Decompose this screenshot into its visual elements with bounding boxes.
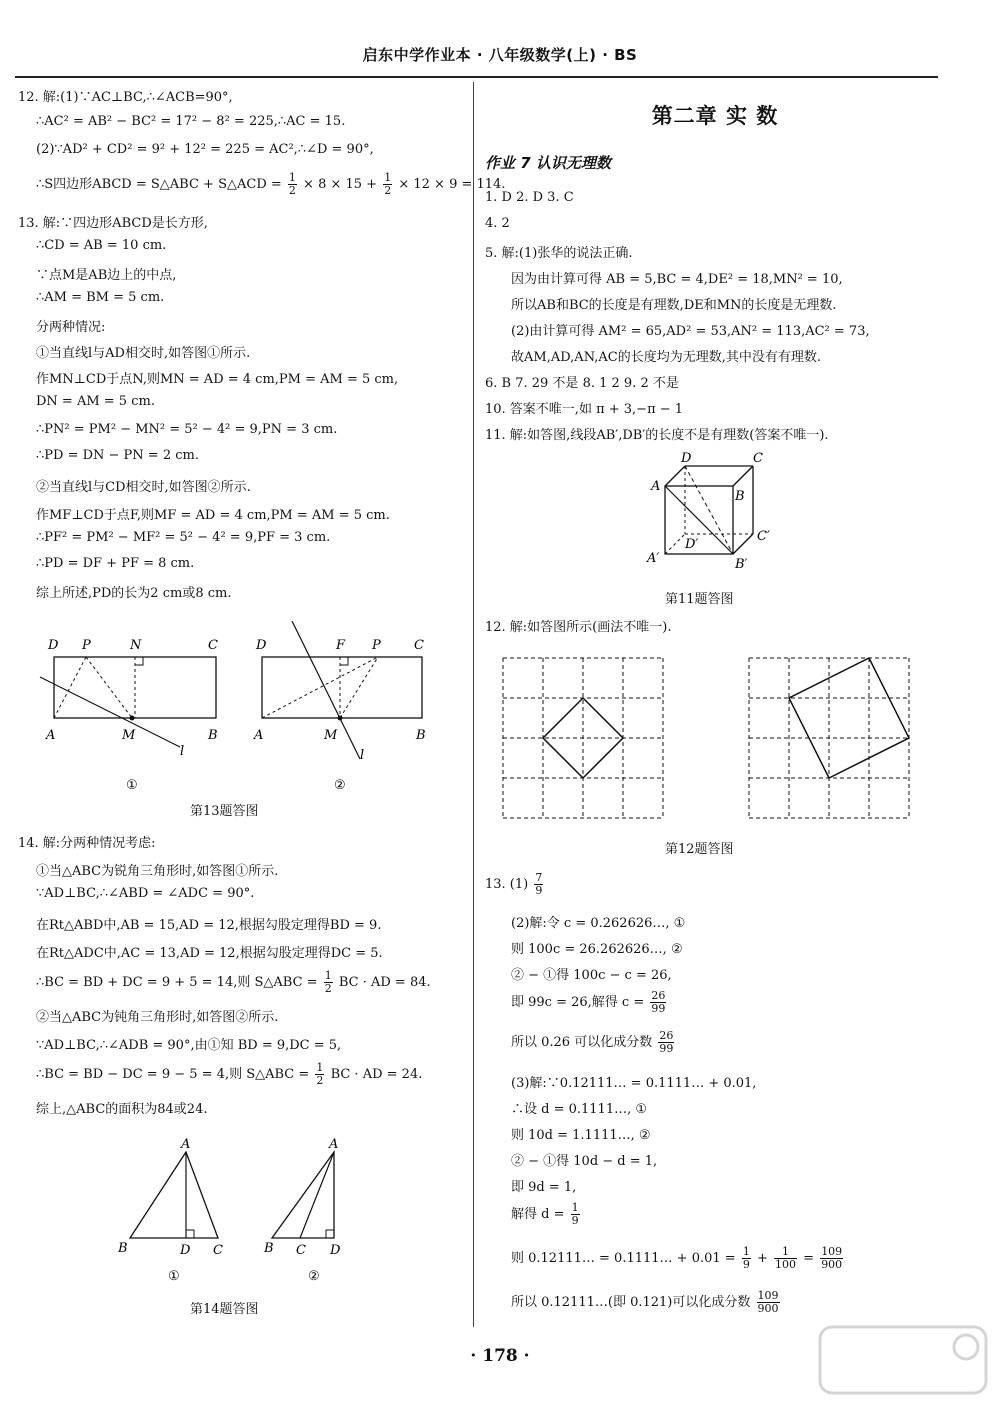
label-d: D: [330, 1243, 341, 1258]
label-b: B: [264, 1241, 274, 1256]
den: 2: [288, 184, 296, 197]
fraction: [774, 1246, 797, 1271]
answer-line: 5. 解:(1)张华的说法正确.: [485, 246, 633, 261]
watermark-logo: [818, 1325, 988, 1395]
text: ∴S四边形ABCD = S△ABC + S△ACD =: [36, 177, 282, 192]
text: +: [756, 1251, 768, 1266]
num: 1: [742, 1245, 750, 1258]
label-m: M: [122, 728, 136, 743]
q14-line: ∵AD⊥BC,∴∠ADB = 90°,由①知 BD = 9,DC = 5,: [36, 1038, 342, 1053]
num: 1: [774, 1246, 797, 1259]
q13-line: ∴AM = BM = 5 cm.: [36, 290, 165, 305]
figure-number: ①: [126, 778, 138, 793]
header-rule: [15, 76, 938, 78]
label-c: C: [753, 451, 763, 466]
point-m: [338, 716, 343, 721]
q14-area-line: [36, 1062, 422, 1087]
label-l: l: [180, 744, 185, 759]
label-m: M: [324, 728, 338, 743]
edge: [733, 534, 753, 554]
label-d: D: [256, 638, 267, 653]
answer-line: 1. D 2. D 3. C: [485, 190, 574, 205]
label-l: l: [360, 748, 365, 763]
hidden-edge: [665, 534, 685, 554]
text: × 8 × 15 +: [303, 177, 378, 192]
answer-line: ② − ①得 100c − c = 26,: [511, 968, 672, 983]
label-c-prime: C′: [757, 529, 770, 544]
den: 2: [316, 1074, 324, 1087]
q13-part1: [485, 872, 545, 897]
fraction: [288, 172, 297, 197]
answer-line: (2)解:令 c = 0.262626…, ①: [511, 916, 686, 931]
triangle-2: [272, 1152, 334, 1238]
num: 1: [384, 171, 392, 184]
label-d: D: [48, 638, 59, 653]
figure-number: ②: [334, 778, 346, 793]
right-angle-mark: [326, 1230, 334, 1238]
num: 7: [535, 871, 543, 884]
q12-line: (2)∵AD² + CD² = 9² + 12² = 225 = AC²,∴∠D = 90°,: [36, 142, 374, 157]
dashed-pm: [86, 657, 132, 718]
right-angle-mark: [186, 1230, 194, 1238]
q13-line: ∴CD = AB = 10 cm.: [36, 238, 167, 253]
label-a-prime: A′: [647, 551, 660, 566]
q13-line: 分两种情况:: [36, 320, 106, 335]
answer-line: 则 100c = 26.262626…, ②: [511, 942, 683, 957]
answer-line: [511, 1290, 782, 1315]
den: 2: [384, 184, 392, 197]
num: 1: [324, 969, 332, 982]
q13-line: ∴PD = DN − PN = 2 cm.: [36, 448, 199, 463]
page-header: 启东中学作业本 · 八年级数学(上) · BS: [362, 46, 638, 64]
dashed-mp: [340, 657, 378, 718]
answer-line: 故AM,AD,AN,AC的长度均为无理数,其中没有有理数.: [511, 350, 821, 365]
figure-14: [108, 1136, 378, 1286]
q14-line: 在Rt△ADC中,AC = 13,AD = 12,根据勾股定理得DC = 5.: [36, 946, 383, 961]
answer-line: 6. B 7. 29 不是 8. 1 2 9. 2 不是: [485, 376, 679, 391]
q14-line: 综上,△ABC的面积为84或24.: [36, 1102, 208, 1117]
fraction: [383, 172, 392, 197]
q13-line: 作MF⊥CD于点F,则MF = AD = 4 cm,PM = AM = 5 cm.: [36, 508, 390, 523]
answer-line: 则 10d = 1.1111…, ②: [511, 1128, 651, 1143]
fraction: [315, 1062, 324, 1087]
den: 900: [821, 1258, 843, 1271]
fraction: [324, 970, 333, 995]
answer-line: 4. 2: [485, 216, 510, 231]
label-b-prime: B′: [735, 557, 748, 572]
answer-line: 10. 答案不唯一,如 π + 3,−π − 1: [485, 402, 684, 417]
line-l-1: [40, 677, 180, 747]
text: BC · AD = 84.: [338, 975, 431, 990]
label-b: B: [208, 728, 218, 743]
label-a: A: [651, 479, 661, 494]
text: 所以 0.26 可以化成分数: [511, 1035, 653, 1050]
chapter-title: 第二章 实 数: [651, 104, 779, 128]
grid-left: [503, 658, 663, 818]
den: 9: [571, 1214, 579, 1227]
label-c: C: [414, 638, 424, 653]
triangle-1: [130, 1152, 218, 1238]
figure-number: ①: [168, 1269, 180, 1284]
q14-line: ∵AD⊥BC,∴∠ABD = ∠ADC = 90°.: [36, 886, 255, 901]
num: 1: [288, 171, 296, 184]
num: 26: [651, 989, 666, 1002]
den: 2: [324, 982, 332, 995]
side-ac-2: [300, 1152, 334, 1238]
q12-area-line: [36, 172, 505, 197]
q12-line: 12. 解:(1)∵AC⊥BC,∴∠ACB=90°,: [18, 90, 233, 105]
answer-line: [511, 990, 668, 1015]
figure-12-caption: 第12题答图: [665, 842, 734, 857]
answer-line: (3)解:∵0.12111… = 0.1111… + 0.01,: [511, 1076, 757, 1091]
edge: [733, 466, 753, 486]
answer-line: ② − ①得 10d − d = 1,: [511, 1154, 658, 1169]
label-a: A: [254, 728, 264, 743]
den: 900: [757, 1302, 779, 1315]
label-a: A: [329, 1137, 339, 1152]
q13-line: 作MN⊥CD于点N,则MN = AD = 4 cm,PM = AM = 5 cm,: [36, 372, 399, 387]
text: ∴BC = BD + DC = 9 + 5 = 14,则 S△ABC =: [36, 975, 318, 990]
label-c: C: [208, 638, 218, 653]
figure-11-caption: 第11题答图: [665, 592, 734, 607]
q14-line: 在Rt△ABD中,AB = 15,AD = 12,根据勾股定理得BD = 9.: [36, 918, 382, 933]
label-a: A: [46, 728, 56, 743]
dashed-ap: [262, 657, 378, 718]
fraction: [820, 1246, 843, 1271]
edge: [665, 466, 685, 486]
answer-line: [511, 1246, 845, 1271]
fraction: [571, 1202, 580, 1227]
text: × 12 × 9 = 114.: [398, 177, 506, 192]
num: 109: [821, 1245, 843, 1258]
q13-line: ∴PN² = PM² − MN² = 5² − 4² = 9,PN = 3 cm.: [36, 422, 338, 437]
den: 9: [742, 1258, 750, 1271]
grid-right: [749, 658, 909, 818]
answer-line: [511, 1030, 676, 1055]
label-d-prime: D′: [685, 537, 699, 552]
answer-line: (2)由计算可得 AM² = 65,AD² = 53,AN² = 113,AC² = 73,: [511, 324, 870, 339]
rectangle-2: [262, 657, 422, 718]
den: 9: [535, 884, 543, 897]
q13-line: 13. 解:∵四边形ABCD是长方形,: [18, 216, 208, 231]
answer-line: 11. 解:如答图,线段AB′,DB′的长度不是有理数(答案不唯一).: [485, 428, 829, 443]
dashed-pa: [54, 657, 86, 718]
text: =: [803, 1251, 815, 1266]
answer-line: [511, 1202, 582, 1227]
text: 13. (1): [485, 877, 529, 892]
q13-line: 综上所述,PD的长为2 cm或8 cm.: [36, 586, 232, 601]
right-angle-mark: [340, 657, 348, 665]
q13-line: ①当直线l与AD相交时,如答图①所示.: [36, 346, 251, 361]
fraction: [658, 1030, 674, 1055]
q13-line: ②当直线l与CD相交时,如答图②所示.: [36, 480, 251, 495]
label-d: D: [180, 1243, 191, 1258]
text: 则 0.12111… = 0.1111… + 0.01 =: [511, 1251, 736, 1266]
fraction: [534, 872, 543, 897]
figure-number: ②: [308, 1269, 320, 1284]
text: 解得 d =: [511, 1207, 565, 1222]
label-f: F: [336, 638, 346, 653]
fraction: [742, 1246, 751, 1271]
answer-line: 因为由计算可得 AB = 5,BC = 4,DE² = 18,MN² = 10,: [511, 272, 843, 287]
num: 109: [757, 1289, 779, 1302]
figure-13-caption: 第13题答图: [190, 804, 259, 819]
den: 99: [651, 1002, 666, 1015]
figure-11-cube: [635, 448, 815, 573]
answer-line: 即 9d = 1,: [511, 1180, 577, 1195]
text: ∴BC = BD − DC = 9 − 5 = 4,则 S△ABC =: [36, 1067, 310, 1082]
right-angle-mark: [135, 657, 143, 665]
den: 100: [775, 1258, 796, 1271]
fraction: [650, 990, 666, 1015]
q13-line: DN = AM = 5 cm.: [36, 394, 155, 409]
q12-line: ∴AC² = AB² − BC² = 17² − 8² = 225,∴AC = 15.: [36, 114, 346, 129]
q14-line: ②当△ABC为钝角三角形时,如答图②所示.: [36, 1010, 279, 1025]
square-large: [789, 658, 909, 778]
figure-12-grids: [485, 646, 945, 826]
answer-line: ∴设 d = 0.1111…, ①: [511, 1102, 648, 1117]
label-b: B: [735, 489, 745, 504]
label-c: C: [296, 1243, 306, 1258]
q13-line: ∴PD = DF + PF = 8 cm.: [36, 556, 195, 571]
page-number: · 178 ·: [470, 1346, 530, 1366]
fraction: [757, 1290, 780, 1315]
answer-line: 12. 解:如答图所示(画法不唯一).: [485, 620, 672, 635]
label-n: N: [130, 638, 142, 653]
text: BC · AD = 24.: [330, 1067, 423, 1082]
label-d: D: [681, 451, 692, 466]
figure-13: [18, 621, 458, 806]
q13-line: ∴PF² = PM² − MF² = 5² − 4² = 9,PF = 3 cm.: [36, 530, 331, 545]
homework-title: 作业 7 认识无理数: [485, 154, 611, 172]
label-p: P: [372, 638, 381, 653]
label-c: C: [213, 1243, 223, 1258]
answer-line: 所以AB和BC的长度是有理数,DE和MN的长度是无理数.: [511, 298, 837, 313]
q14-line: ①当△ABC为锐角三角形时,如答图①所示.: [36, 864, 279, 879]
num: 1: [316, 1061, 324, 1074]
den: 99: [659, 1042, 674, 1055]
q13-line: ∵点M是AB边上的中点,: [36, 268, 177, 283]
num: 26: [659, 1029, 674, 1042]
text: 所以 0.12111…(即 0.121)可以化成分数: [511, 1295, 751, 1310]
num: 1: [571, 1201, 579, 1214]
q14-line: 14. 解:分两种情况考虑:: [18, 836, 156, 851]
label-b: B: [416, 728, 426, 743]
column-divider: [473, 82, 474, 1327]
label-b: B: [118, 1241, 128, 1256]
point-m: [130, 716, 135, 721]
label-a: A: [181, 1137, 191, 1152]
text: 即 99c = 26,解得 c =: [511, 995, 645, 1010]
figure-14-caption: 第14题答图: [190, 1302, 259, 1317]
q14-area-line: [36, 970, 431, 995]
label-p: P: [82, 638, 91, 653]
